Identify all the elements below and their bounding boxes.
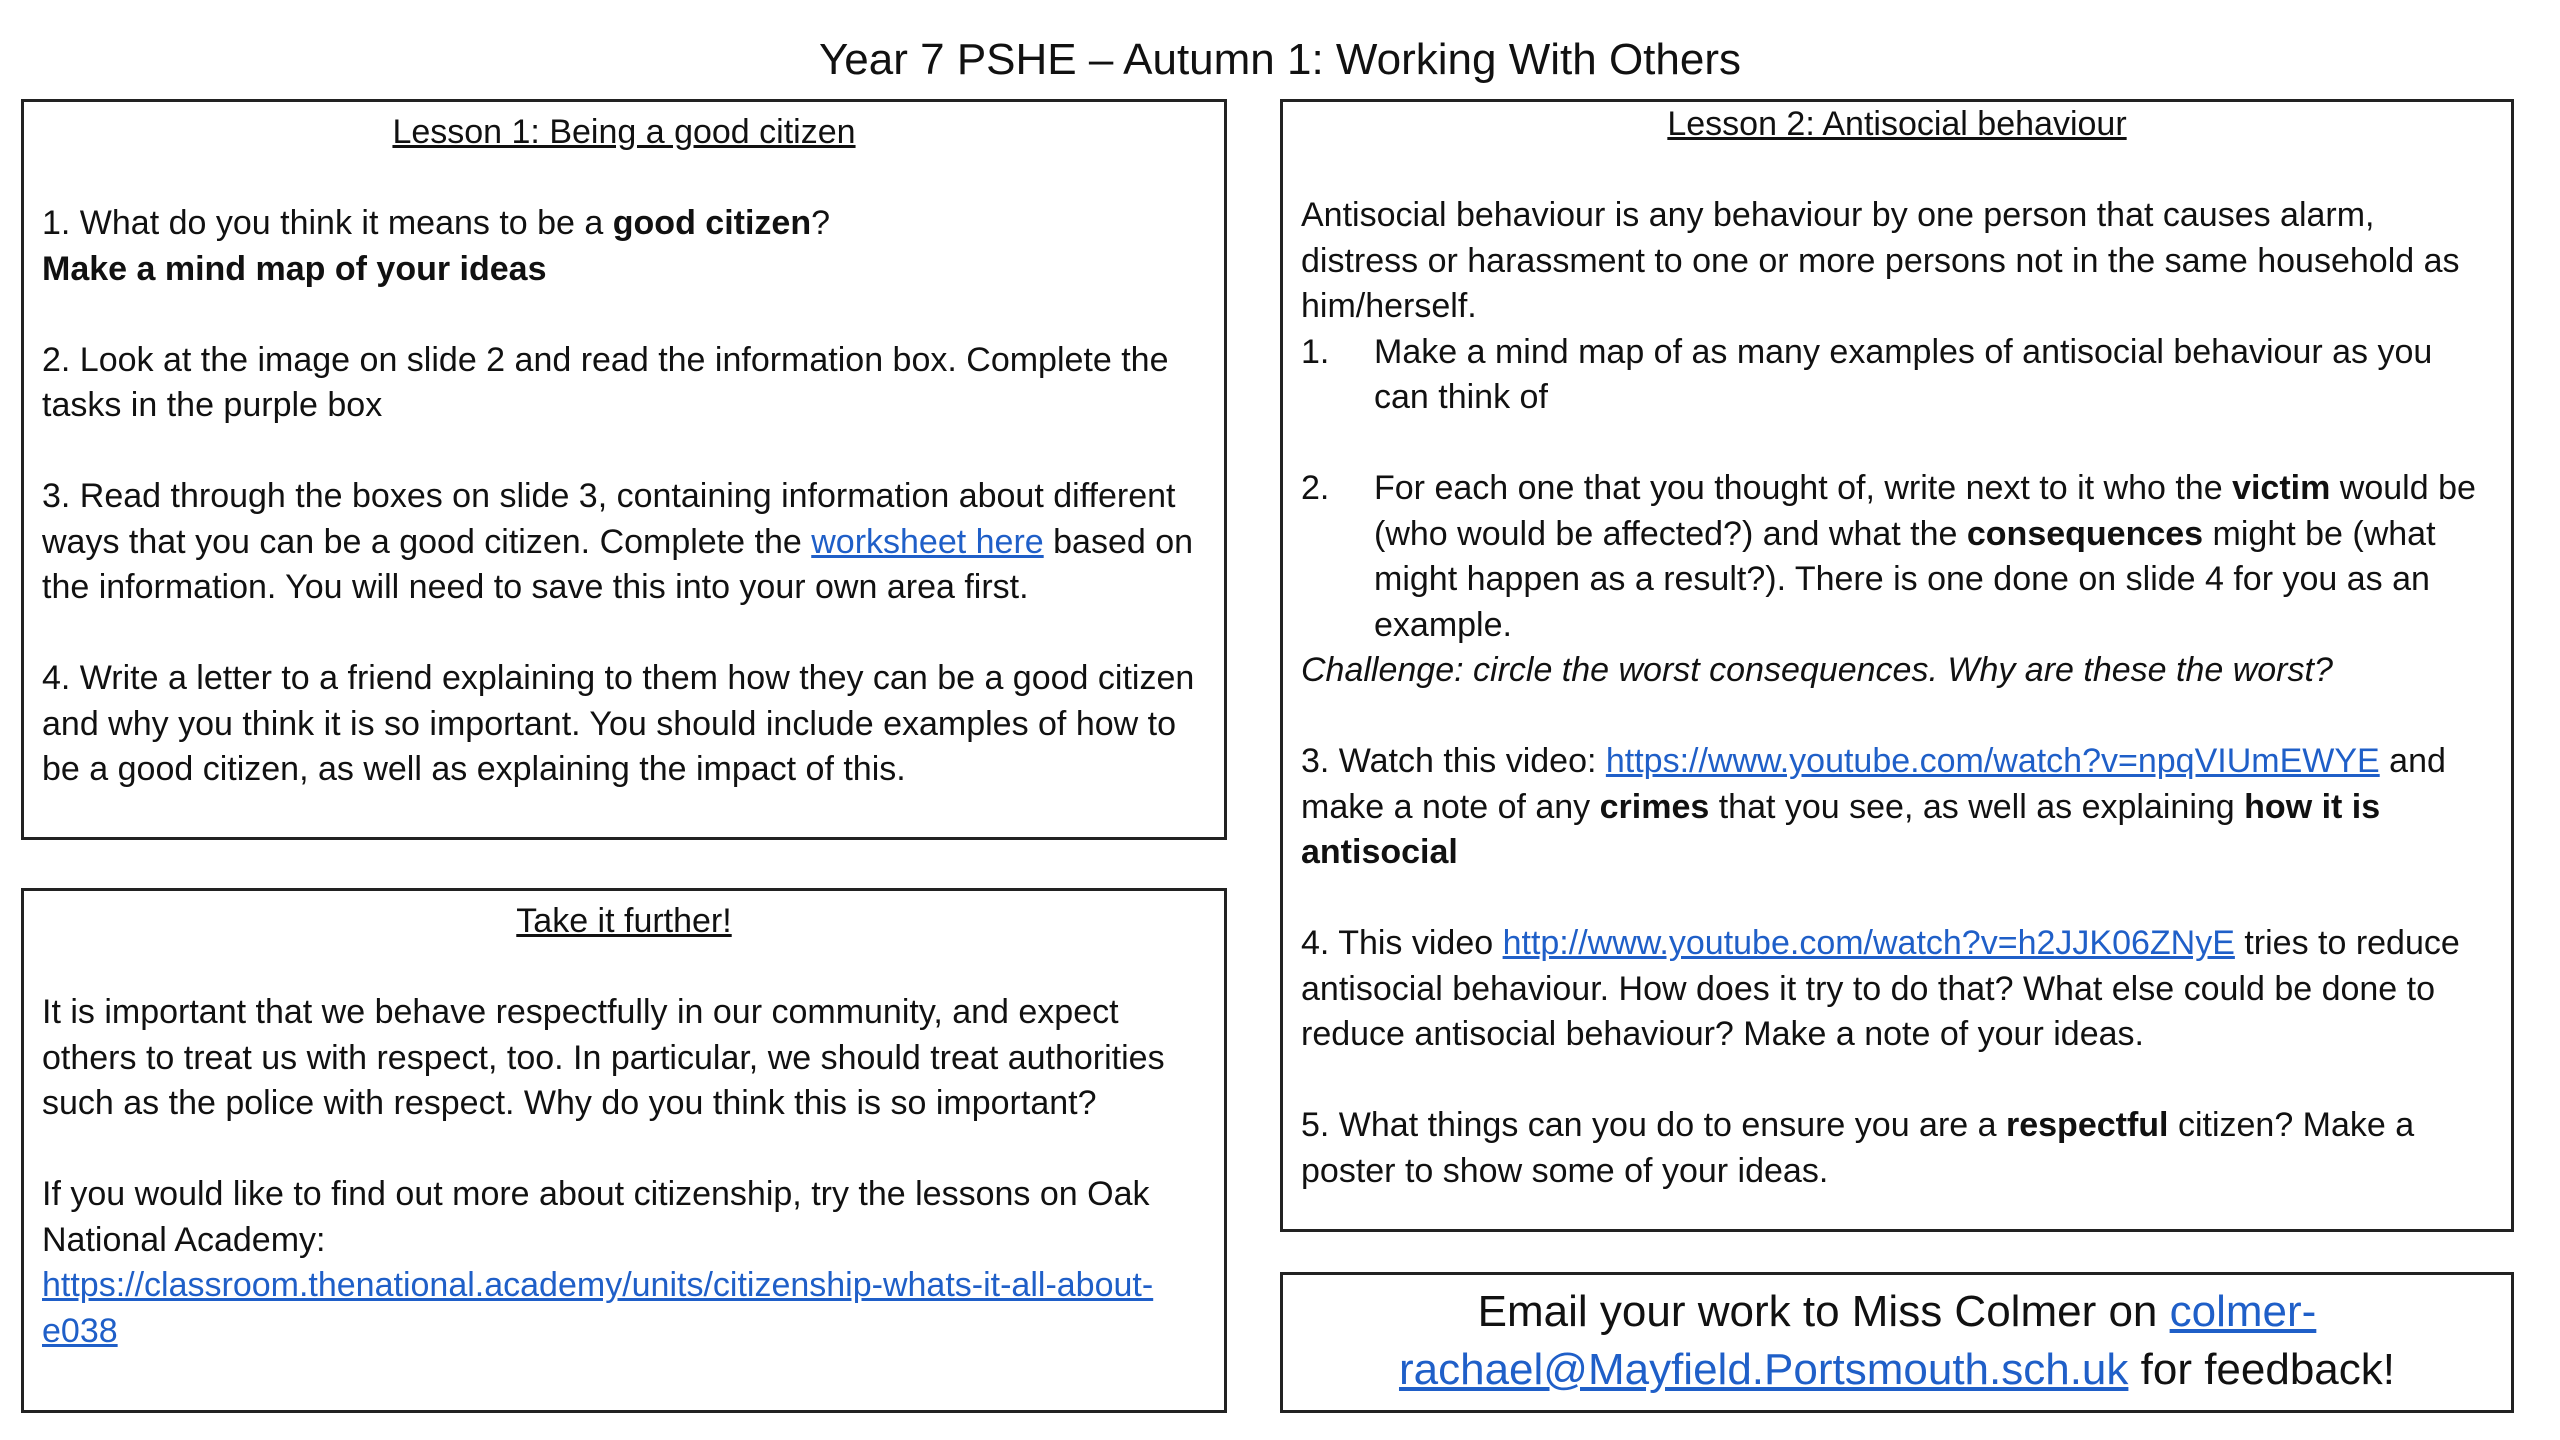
lesson-2-heading: Lesson 2: Antisocial behaviour <box>1667 105 2127 143</box>
email-instruction: Email your work to Miss Colmer on colmer-rachael@Mayfield.Portsmouth.sch.uk for feedback! <box>1398 1287 2396 1394</box>
item-number: 2. <box>1301 469 1330 507</box>
page-title: Year 7 PSHE – Autumn 1: Working With Others <box>819 35 1741 84</box>
lesson-1-question-2: 2. Look at the image on slide 2 and read the information box. Complete the tasks in the purple box <box>42 340 1169 424</box>
mind-map-instruction: Make a mind map of your ideas <box>42 249 547 288</box>
take-it-further-paragraph-1: It is important that we behave respectfully in our community, and expect others to treat us with respect, too. In particular, we should treat authorities such as the police with respect. Why do you think this is so important? <box>42 993 1165 1122</box>
lesson-1-question-4: 4. Write a letter to a friend explaining to them how they can be a good citizen and why you think it is so important. You should include examples of how to be a good citizen, as well as explaining the impact of this. <box>42 659 1195 788</box>
email-box <box>1280 1272 2514 1413</box>
lesson-2-question-4: 4. This video http://www.youtube.com/watch?v=h2JJK06ZNyE tries to reduce antisocial behaviour. How does it try to do that? What else could be done to reduce antisocial behaviour? Make a note of your ideas. <box>1301 924 2460 1053</box>
lesson-2-item-1 <box>1301 330 2493 421</box>
take-it-further-box <box>21 888 1227 1413</box>
lesson-2-question-3: 3. Watch this video: https://www.youtube.com/watch?v=npqVIUmEWYE and make a note of any crimes that you see, as well as explaining how it is antisocial <box>1301 742 2446 871</box>
email-address-link[interactable]: colmer-rachael@Mayfield.Portsmouth.sch.uk <box>1398 1287 2317 1394</box>
item-text: For each one that you thought of, write next to it who the victim would be (who would be affected?) and what the consequences might be (what might happen as a result?). There is one done on slide 4 for you as an example. <box>1374 469 2476 644</box>
lesson-2-question-5: 5. What things can you do to ensure you are a respectful citizen? Make a poster to show some of your ideas. <box>1301 1106 2415 1190</box>
lesson-1-question-3: 3. Read through the boxes on slide 3, containing information about different ways that you can be a good citizen. Complete the worksheet here based on the information. You will need to save this into your own area first. <box>42 477 1194 606</box>
take-it-further-heading: Take it further! <box>516 902 732 940</box>
lesson-2-item-2 <box>1301 466 2493 648</box>
item-text: Make a mind map of as many examples of antisocial behaviour as you can think of <box>1374 332 2433 416</box>
take-it-further-paragraph-2: If you would like to find out more about citizenship, try the lessons on Oak National Academy: https://classroom.thenational.academy/units/citizenship-whats-it-all-about-e038 <box>42 1175 1154 1350</box>
lesson-1-question-1: 1. What do you think it means to be a good citizen? Make a mind map of your ideas <box>42 204 831 288</box>
worksheet-link[interactable]: worksheet here <box>811 522 1044 561</box>
challenge-text: Challenge: circle the worst consequences. Why are these the worst? <box>1301 651 2333 689</box>
item-number: 1. <box>1301 332 1330 371</box>
lesson-2-intro: Antisocial behaviour is any behaviour by one person that causes alarm, distress or harassment to one or more persons not in the same household as him/herself. <box>1301 196 2460 325</box>
crimes-video-link[interactable]: https://www.youtube.com/watch?v=npqVIUmEWYE <box>1605 742 2380 780</box>
lesson-1-heading: Lesson 1: Being a good citizen <box>392 113 856 151</box>
lesson-1-box <box>21 99 1227 840</box>
lesson-2-box <box>1280 99 2514 1232</box>
reduce-antisocial-video-link[interactable]: http://www.youtube.com/watch?v=h2JJK06ZNyE <box>1502 924 2235 962</box>
oak-academy-link[interactable]: https://classroom.thenational.academy/units/citizenship-whats-it-all-about-e038 <box>42 1266 1154 1350</box>
